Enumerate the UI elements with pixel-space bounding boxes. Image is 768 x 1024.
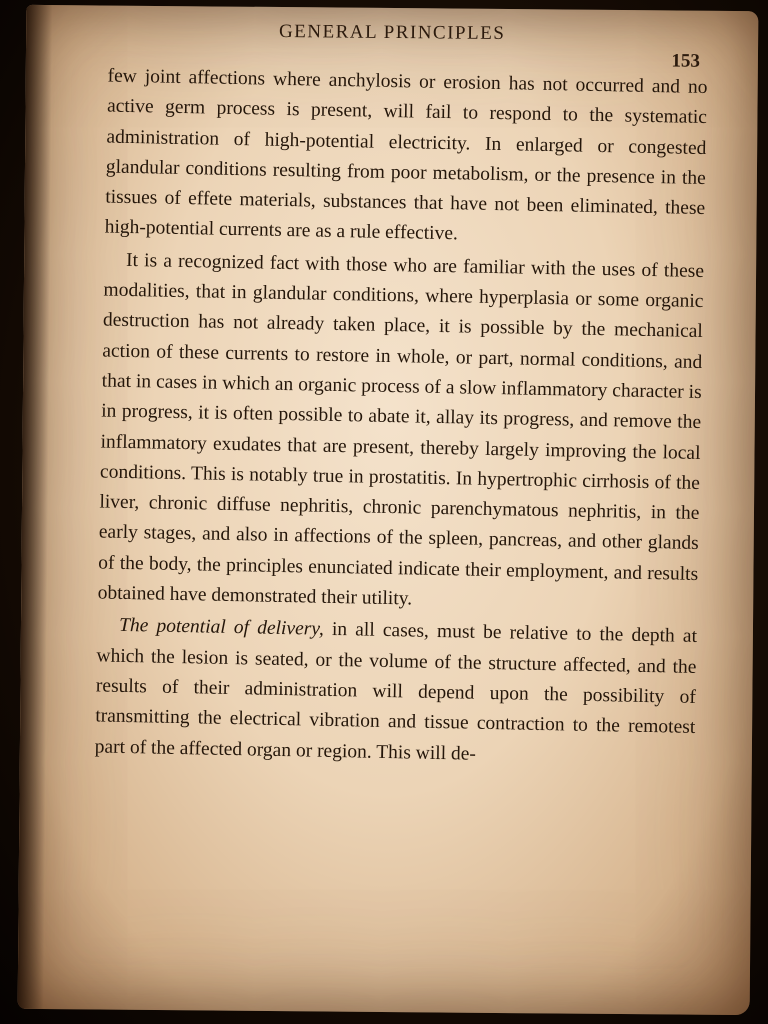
spine-shadow [18, 5, 53, 1009]
paragraph-1: few joint affections where anchylosis or erosion has not occurred and no active germ process is present, will fail to respond to the systematic administration of high-potential electricity. In enlarged or congested glandular conditions resulting from poor metabolism, or the presence in the tissues of effete materials, substances that have not been eliminated, these high-potential currents are as a rule effective. [104, 65, 708, 245]
book-page [18, 5, 759, 1015]
body-text [94, 62, 707, 774]
paragraph-3-text: in all cases, must be relative to the depth at which the lesion is seated, or the volume of the structure affected, and the results of their administration will depend upon the possibility of transmitting the electrical vibration and tissue contraction to the remotest part of the affected organ or region. This will de- [94, 619, 698, 765]
paragraph-2: It is a recognized fact with those who are familiar with the uses of these modalities, that in glandular conditions, where hyperplasia or some organic destruction has not already taken place, it is possible by the mechanical action of these currents to restore in whole, or part, normal conditions, and that in cases in which an organic process of a slow inflammatory character is in progress, it is often possible to abate it, allay its progress, and remove the inflammatory exudates that are present, thereby largely improving the local conditions. This is notably true in prostatitis. In hypertrophic cirrhosis of the liver, chronic diffuse nephritis, chronic parenchymatous nephritis, in the early stages, and also in affections of the spleen, pancreas, and other glands of the body, the principles enunciated indicate their employment, and results obtained have demonstrated their utility. [97, 249, 705, 610]
paragraph-3-italic-lead: The potential of delivery, [118, 615, 325, 641]
paragraph-3 [94, 611, 697, 774]
running-head: GENERAL PRINCIPLES [278, 21, 506, 45]
page-number: 153 [671, 50, 701, 72]
